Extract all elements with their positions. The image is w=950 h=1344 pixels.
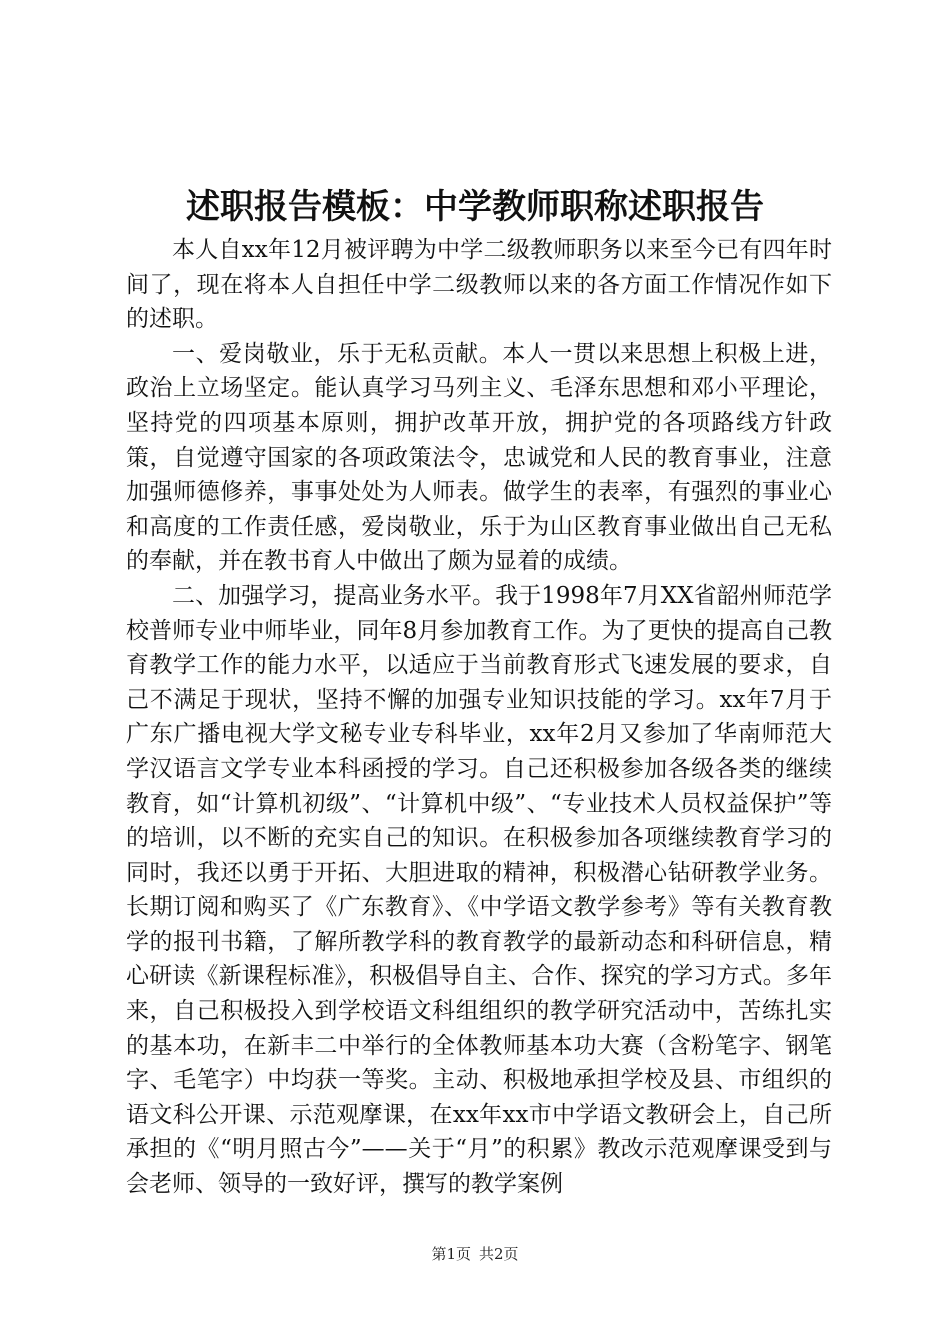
document-body: [126, 233, 832, 1202]
paragraph-dedication: 一、爱岗敬业，乐于无私贡献。本人一贯以来思想上积极上进，政治上立场坚定。能认真学习马列主义、毛泽东思想和邓小平理论，坚持党的四项基本原则，拥护改革开放，拥护党的各项路线方针政策，自觉遵守国家的各项政策法令，忠诚党和人民的教育事业，注意加强师德修养，事事处处为人师表。做学生的表率，有强烈的事业心和高度的工作责任感，爱岗敬业，乐于为山区教育事业做出自己无私的奉献，并在教书育人中做出了颇为显着的成绩。: [126, 340, 832, 575]
document-title: 述职报告模板：中学教师职称述职报告: [186, 187, 764, 227]
page-footer: [0, 1244, 950, 1264]
paragraph-study: 二、加强学习，提高业务水平。我于1998年7月XX省韶州师范学校普师专业中师毕业，同年8月参加教育工作。为了更快的提高自己教育教学工作的能力水平，以适应于当前教育形式飞速发展的要求，自己不满足于现状，坚持不懈的加强专业知识技能的学习。xx年7月于广东广播电视大学文秘专业专科毕业，xx年2月又参加了华南师范大学汉语言文学专业本科函授的学习。自己还积极参加各级各类的继续教育，如“计算机初级”、“计算机中级”、“专业技术人员权益保护”等的培训，以不断的充实自己的知识。在积极参加各项继续教育学习的同时，我还以勇于开拓、大胆进取的精神，积极潜心钻研教学业务。长期订阅和购买了《广东教育》、《中学语文教学参考》等有关教育教学的报刊书籍，了解所教学科的教育教学的最新动态和科研信息，精心研读《新课程标准》，积极倡导自主、合作、探究的学习方式。多年来，自己积极投入到学校语文科组组织的教学研究活动中，苦练扎实的基本功，在新丰二中举行的全体教师基本功大赛（含粉笔字、钢笔字、毛笔字）中均获一等奖。主动、积极地承担学校及县、市组织的语文科公开课、示范观摩课，在xx年xx市中学语文教研会上，自己所承担的《“明月照古今”——关于“月”的积累》教改示范观摩课受到与会老师、领导的一致好评，撰写的教学案例: [126, 582, 832, 1198]
page-number: 第1页: [431, 1245, 471, 1263]
paragraph-intro: 本人自xx年12月被评聘为中学二级教师职务以来至今已有四年时间了，现在将本人自担任中学二级教师以来的各方面工作情况作如下的述职。: [126, 237, 832, 333]
page-total: 共2页: [479, 1245, 519, 1263]
